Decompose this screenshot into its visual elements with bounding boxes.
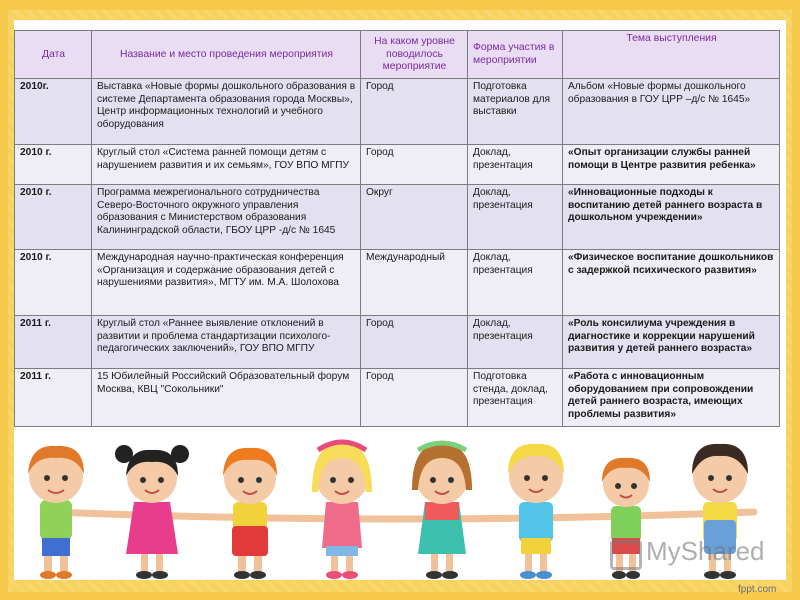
table-row <box>15 145 780 185</box>
cell-theme: «Инновационные подходы к воспитанию детей раннего возраста в дошкольном учреждении» <box>563 185 780 250</box>
child-figure <box>312 442 372 579</box>
cell-event: Круглый стол «Раннее выявление отклонений в развитии и проблема стандартизации психолого-педагогических заключений», ГОУ ВПО МГПУ <box>92 316 361 369</box>
cell-level: Город <box>361 369 468 427</box>
child-figure <box>223 448 277 579</box>
header-form: Форма участия в мероприятии <box>468 31 563 79</box>
cell-form: Подготовка стенда, доклад, презентация <box>468 369 563 427</box>
cell-theme: Альбом «Новые формы дошкольного образования в ГОУ ЦРР –д/с № 1645» <box>563 79 780 145</box>
cell-theme: «Работа с инновационным оборудованием при сопровождении детей раннего возраста, имеющих проблемы развития» <box>563 369 780 427</box>
cell-date: 2011 г. <box>15 369 92 427</box>
cell-level: Международный <box>361 250 468 316</box>
header-level: На каком уровне поводилось мероприятие <box>361 31 468 79</box>
cell-theme: «Физическое воспитание дошкольников с задержкой психического развития» <box>563 250 780 316</box>
cell-level: Город <box>361 316 468 369</box>
table-row <box>15 316 780 369</box>
cell-date: 2010 г. <box>15 250 92 316</box>
table-row <box>15 250 780 316</box>
cell-event: Круглый стол «Система ранней помощи детям с нарушением развития и их семьям», ГОУ ВПО МГПУ <box>92 145 361 185</box>
cell-event: Выставка «Новые формы дошкольного образования в системе Департамента образования города Москвы», Центр информационных технологий и учебного оборудования <box>92 79 361 145</box>
child-figure <box>412 443 472 579</box>
cell-form: Доклад, презентация <box>468 316 563 369</box>
cell-level: Округ <box>361 185 468 250</box>
cell-event: 15 Юбилейный Российский Образовательный форум Москва, КВЦ "Сокольники" <box>92 369 361 427</box>
header-theme: Тема выступления <box>563 31 780 79</box>
cell-form: Доклад, презентация <box>468 145 563 185</box>
watermark-icon <box>610 540 642 570</box>
cell-form: Доклад, презентация <box>468 250 563 316</box>
table-row <box>15 79 780 145</box>
cell-level: Город <box>361 79 468 145</box>
table-row <box>15 369 780 427</box>
cell-event: Программа межрегионального сотрудничества Северо-Восточного окружного управления образования с Министерством образования Калининградской области, ГБОУ ЦРР -д/с № 1645 <box>92 185 361 250</box>
child-figure <box>508 444 564 579</box>
cell-date: 2011 г. <box>15 316 92 369</box>
header-event: Название и место проведения мероприятия <box>92 31 361 79</box>
watermark-text: MyShared <box>646 536 765 566</box>
cell-theme: «Опыт организации службы ранней помощи в Центре развития ребенка» <box>563 145 780 185</box>
cell-theme: «Роль консилиума учреждения в диагностике и коррекции нарушений развития у детей раннего возраста» <box>563 316 780 369</box>
cell-date: 2010 г. <box>15 145 92 185</box>
cell-level: Город <box>361 145 468 185</box>
cell-form: Подготовка материалов для выставки <box>468 79 563 145</box>
header-date: Дата <box>15 31 92 79</box>
cell-event: Международная научно-практическая конференция «Организация и содержание образования детей с нарушениями развития», МГТУ им. М.А. Шолохова <box>92 250 361 316</box>
cell-date: 2010г. <box>15 79 92 145</box>
cell-date: 2010 г. <box>15 185 92 250</box>
cell-form: Доклад, презентация <box>468 185 563 250</box>
table-header-row <box>15 31 780 79</box>
events-table <box>14 30 780 427</box>
footer-site-label: fppt.com <box>738 584 777 595</box>
table-row <box>15 185 780 250</box>
